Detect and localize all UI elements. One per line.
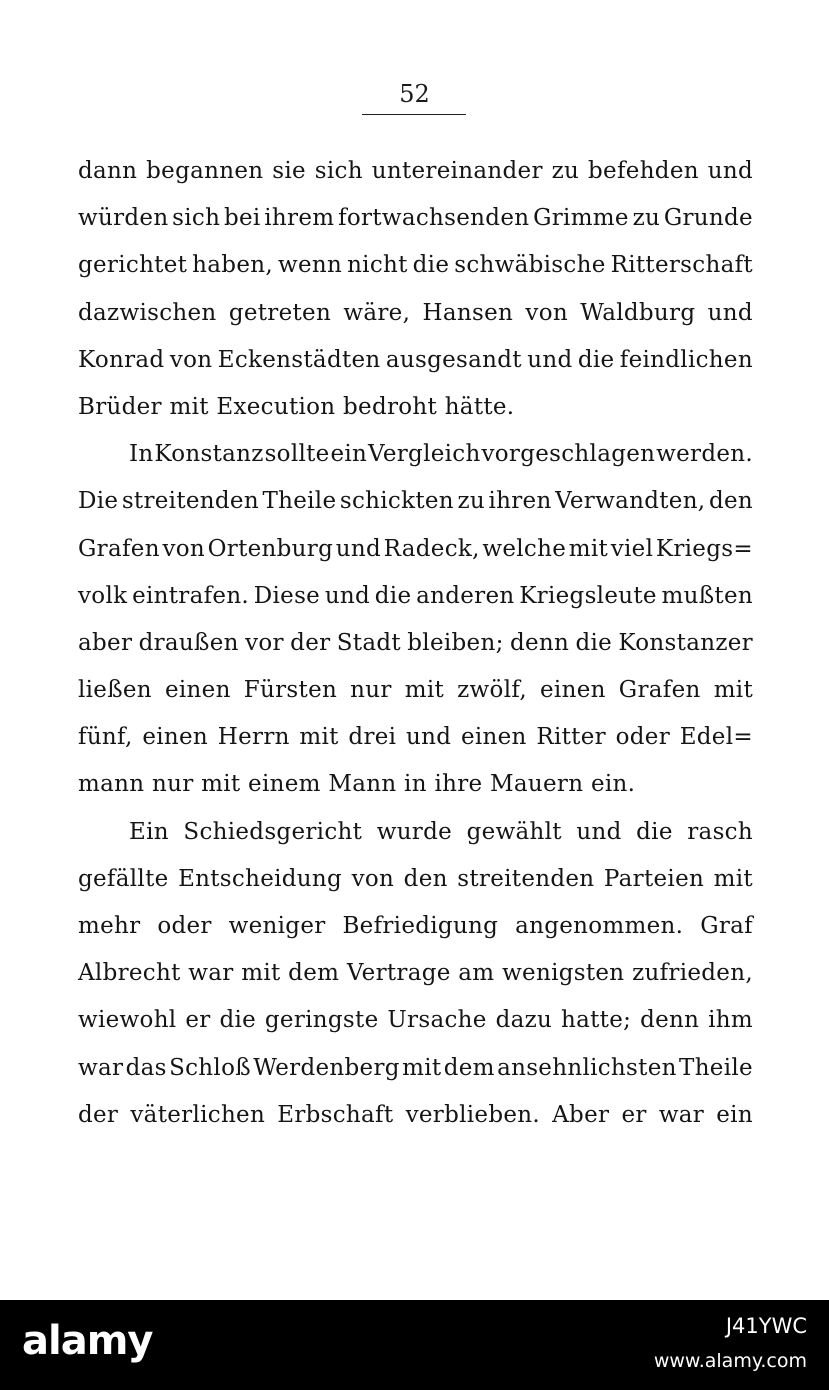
text-line (78, 242, 753, 289)
word: untereinander (371, 158, 543, 184)
word: wiewohl (78, 1007, 177, 1034)
text-line (78, 1092, 753, 1139)
word: oder (615, 724, 670, 751)
word: Konstanz (154, 441, 264, 468)
word: mit (713, 677, 753, 704)
word: Schloß (169, 1054, 251, 1081)
word: Waldburg (580, 299, 696, 326)
word: mit (404, 677, 445, 704)
word: dem (443, 1054, 495, 1081)
word: von (162, 535, 206, 562)
word: draußen (138, 629, 239, 656)
text-line (78, 997, 753, 1044)
word: mit (299, 724, 339, 751)
text-line (78, 809, 753, 856)
word: denn (640, 1007, 700, 1034)
word: Verwandten, (555, 488, 706, 515)
text-line (78, 714, 753, 761)
word: Mann (328, 771, 405, 798)
word: aber (78, 629, 133, 656)
word: ihren (488, 488, 552, 515)
word: mit (241, 960, 281, 987)
word: die (219, 1007, 257, 1034)
word: Kriegs= (655, 535, 753, 562)
word: väterlichen (130, 1101, 266, 1128)
word: ausgesandt (385, 346, 522, 373)
word: Konrad (78, 346, 165, 373)
word: viel (610, 535, 654, 562)
word: die (577, 346, 615, 373)
word: Ursache (387, 1007, 487, 1034)
word: Aber (552, 1101, 610, 1128)
watermark-url: www.alamy.com (653, 1350, 807, 1372)
word: einem (248, 771, 329, 798)
word: Vertrage (346, 960, 451, 987)
word: gefällte (78, 865, 169, 892)
word: und (527, 346, 573, 373)
word: in (404, 771, 435, 798)
word: Kriegsleute (519, 582, 657, 609)
word: zu (551, 158, 580, 184)
word: einen (142, 724, 209, 751)
word: Grafen (78, 535, 160, 562)
word: und (324, 582, 371, 609)
word: ihrem (264, 205, 335, 232)
word: Ortenburg (207, 535, 334, 562)
word: Ritterschaft (610, 252, 753, 279)
word: weniger (228, 913, 326, 939)
word: Theile (679, 1054, 753, 1081)
text-line (78, 337, 753, 384)
word: die (575, 629, 613, 656)
word: wäre, (343, 299, 411, 326)
word: ihm (708, 1007, 753, 1034)
word: Execution (216, 393, 344, 420)
word: von (351, 865, 395, 892)
word: hätte. (444, 393, 515, 420)
word: mußten (661, 582, 753, 609)
word: Diese (253, 582, 321, 609)
word: streitenden (121, 488, 259, 515)
word: Hansen (422, 299, 514, 326)
text-line (78, 478, 753, 525)
word: zufrieden, (632, 960, 753, 987)
word: bleiben; (407, 629, 504, 656)
text-line (78, 195, 753, 242)
word: mit (402, 1054, 442, 1081)
word: bei (223, 205, 261, 232)
text-line (78, 573, 753, 620)
word: ansehnlichsten (497, 1054, 677, 1081)
word: einen (540, 677, 606, 704)
word: angenommen. (515, 913, 684, 939)
text-line (78, 148, 753, 195)
word: war (78, 1054, 124, 1081)
word: Grafen (618, 677, 701, 704)
word: fünf, (78, 724, 133, 751)
word: er (621, 1101, 647, 1128)
word: schickten (339, 488, 454, 515)
word: den (708, 488, 753, 515)
word: ihre (434, 771, 491, 798)
word: geringste (264, 1007, 379, 1034)
word: Ein (129, 818, 169, 845)
text-line (78, 761, 753, 808)
image-id-label: J41YWC (725, 1314, 807, 1338)
word: Parteien (603, 865, 705, 892)
word: begannen (146, 158, 264, 184)
word: Fürsten (243, 677, 338, 704)
word: mehr (78, 913, 141, 939)
word: oder (157, 913, 212, 939)
word: und (707, 158, 753, 184)
word: Grimme (533, 205, 629, 232)
word: wurde (376, 818, 453, 845)
text-line (78, 903, 753, 950)
word: Entscheidung (178, 865, 343, 892)
word: Edel= (679, 724, 753, 751)
word: mit (568, 535, 609, 562)
word: nicht (347, 252, 408, 279)
word: dem (288, 960, 340, 987)
word: mit (169, 393, 217, 420)
text-line (78, 526, 753, 573)
word: dazu (495, 1007, 553, 1034)
word: eintrafen. (132, 582, 250, 609)
word: denn (509, 629, 570, 656)
text-line (78, 950, 753, 997)
text-line (78, 431, 753, 478)
word: einen (164, 677, 231, 704)
word: am (458, 960, 495, 987)
word: bedroht (343, 393, 445, 420)
word: und (335, 535, 381, 562)
word: befehden (588, 158, 699, 184)
word: verblieben. (405, 1101, 540, 1128)
word: die (374, 582, 412, 609)
word: In (129, 441, 154, 468)
word: Graf (700, 913, 753, 939)
body-text (78, 148, 753, 1139)
word: ein. (590, 771, 636, 798)
word: von (169, 346, 213, 373)
text-line (78, 667, 753, 714)
word: Befriedigung (342, 913, 499, 939)
word: Konstanzer (618, 629, 753, 656)
word: volk (78, 582, 128, 609)
word: Herrn (217, 724, 290, 751)
word: haben, (192, 252, 273, 279)
watermark-bar (0, 1300, 829, 1390)
word: Radeck, (383, 535, 480, 562)
word: sie (272, 158, 306, 184)
word: rasch (687, 818, 753, 845)
word: die (636, 818, 673, 845)
word: dann (78, 158, 138, 184)
word: fortwachsenden (338, 205, 530, 232)
word: Erbschaft (277, 1101, 394, 1128)
word: Die (78, 488, 119, 515)
word: gerichtet (78, 252, 188, 279)
word: drei (348, 724, 397, 751)
word: der (290, 629, 331, 656)
word: mit (201, 771, 249, 798)
word: ließen (78, 677, 152, 704)
word: werden. (656, 441, 753, 468)
word: Vergleich (368, 441, 481, 468)
text-line (78, 1045, 753, 1092)
word: und (406, 724, 452, 751)
word: einen (460, 724, 527, 751)
word: und (576, 818, 622, 845)
word: den (403, 865, 448, 892)
word: und (707, 299, 753, 326)
word: Mauern (490, 771, 591, 798)
word: ein (330, 441, 368, 468)
word: feindlichen (619, 346, 753, 373)
page-number: 52 (399, 80, 430, 108)
word: wenn (277, 252, 343, 279)
word: Albrecht (78, 960, 181, 987)
word: sollte (264, 441, 330, 468)
word: mann (78, 771, 152, 798)
word: Werdenberg (253, 1054, 400, 1081)
word: welche (482, 535, 567, 562)
word: Stadt (336, 629, 401, 656)
word: sich (172, 205, 221, 232)
word: er (185, 1007, 211, 1034)
word: Theile (262, 488, 337, 515)
alamy-logo: alamy (22, 1318, 153, 1364)
word: zu (457, 488, 485, 515)
word: streitenden (457, 865, 595, 892)
word: vorgeschlagen (481, 441, 656, 468)
word: zwölf, (457, 677, 527, 704)
page-number-rule (362, 114, 466, 115)
word: Brüder (78, 393, 170, 420)
word: dazwischen (78, 299, 217, 326)
word: anderen (416, 582, 515, 609)
word: Ritter (536, 724, 606, 751)
text-line (78, 384, 753, 431)
word: mit (713, 865, 753, 892)
word: Grunde (663, 205, 753, 232)
word: schwäbische (454, 252, 606, 279)
word: der (78, 1101, 119, 1128)
word: zu (632, 205, 661, 232)
word: war (658, 1101, 705, 1128)
word: nur (151, 771, 202, 798)
word: getreten (228, 299, 332, 326)
word: sich (314, 158, 363, 184)
word: das (125, 1054, 167, 1081)
word: vor (245, 629, 284, 656)
word: hatte; (561, 1007, 632, 1034)
word: wenigsten (502, 960, 625, 987)
word: würden (78, 205, 169, 232)
word: von (525, 299, 568, 326)
word: war (188, 960, 234, 987)
word: die (412, 252, 450, 279)
text-line (78, 290, 753, 337)
text-line (78, 620, 753, 667)
word: nur (350, 677, 392, 704)
word: gewählt (466, 818, 562, 845)
word: Schiedsgericht (183, 818, 363, 845)
word: Eckenstädten (217, 346, 381, 373)
text-line (78, 856, 753, 903)
word: ein (716, 1101, 753, 1128)
